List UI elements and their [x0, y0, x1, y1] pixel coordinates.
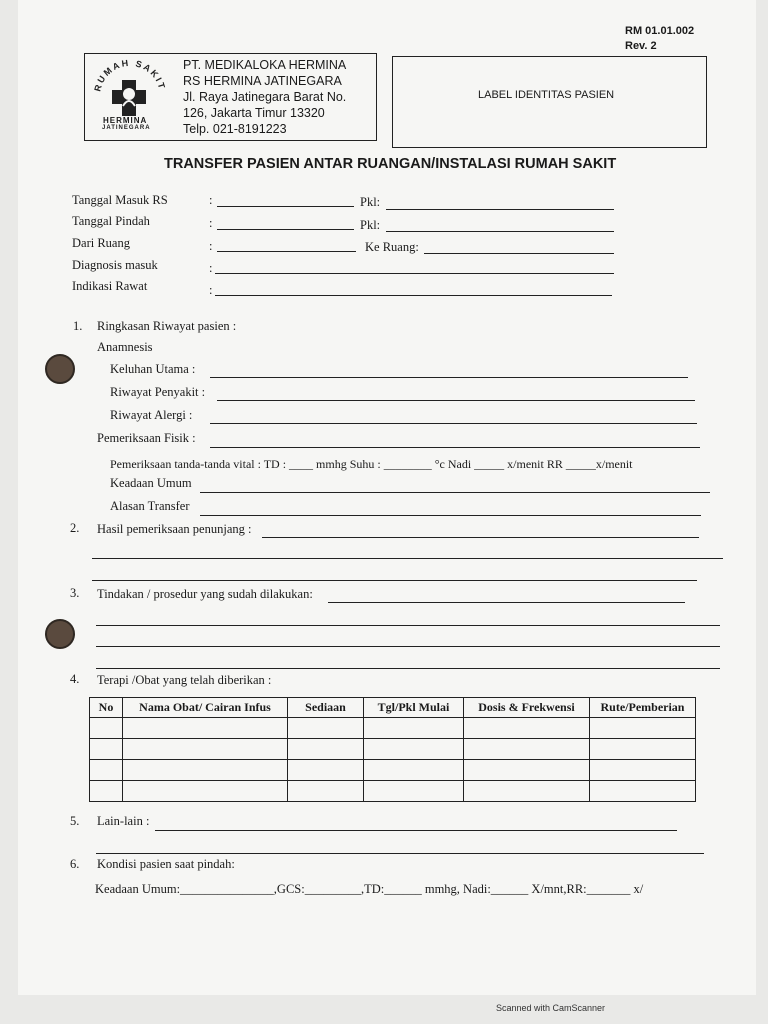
field-tindakan-1[interactable] — [328, 602, 685, 603]
label-keluhan-utama: Keluhan Utama : — [110, 362, 196, 376]
table-cell[interactable] — [464, 760, 590, 781]
patient-label-text: LABEL IDENTITAS PASIEN — [478, 89, 615, 101]
table-cell[interactable] — [364, 781, 464, 802]
section-1-title: Ringkasan Riwayat pasien : — [97, 319, 237, 333]
table-row — [90, 739, 696, 760]
field-pemeriksaan-fisik[interactable] — [210, 447, 700, 448]
colon: : — [209, 216, 213, 230]
section-1-number: 1. — [73, 319, 83, 333]
table-cell[interactable] — [288, 739, 364, 760]
document-code: RM 01.01.002 — [625, 25, 695, 37]
kondisi-pindah-detail: Keadaan Umum:_______________,GCS:_________,TD:______ mmhg, Nadi:______ X/mnt,RR:_______ x/ — [95, 882, 644, 896]
col-header: No — [90, 698, 123, 718]
cross-icon — [112, 80, 146, 116]
page-title: TRANSFER PASIEN ANTAR RUANGAN/INSTALASI RUMAH SAKIT — [164, 156, 617, 172]
table-row — [90, 781, 696, 802]
field-riwayat-penyakit[interactable] — [217, 400, 695, 401]
table-cell[interactable] — [123, 760, 288, 781]
field-lain-lain-2[interactable] — [96, 853, 704, 854]
hospital-address-1: Jl. Raya Jatinegara Barat No. — [183, 90, 347, 104]
section-3-title: Tindakan / prosedur yang sudah dilakukan: — [97, 587, 313, 601]
section-6-number: 6. — [70, 857, 80, 871]
label-tanggal-masuk: Tanggal Masuk RS — [72, 193, 168, 207]
field-keadaan-umum[interactable] — [200, 492, 710, 493]
label-tanda-vital: Pemeriksaan tanda-tanda vital : TD : ____ mmhg Suhu : ________ °c Nadi _____ x/menit RR _____x/menit — [110, 457, 633, 471]
logo-name: HERMINA — [103, 116, 148, 125]
document-revision: Rev. 2 — [625, 40, 657, 52]
label-anamnesis: Anamnesis — [97, 340, 153, 354]
table-cell[interactable] — [464, 718, 590, 739]
table-cell[interactable] — [288, 760, 364, 781]
punch-hole-bottom — [45, 619, 75, 649]
table-cell[interactable] — [123, 739, 288, 760]
label-dari-ruang: Dari Ruang — [72, 236, 130, 250]
table-cell[interactable] — [123, 781, 288, 802]
hospital-address-2: 126, Jakarta Timur 13320 — [183, 106, 325, 120]
field-tanggal-masuk[interactable] — [217, 206, 354, 207]
label-riwayat-penyakit: Riwayat Penyakit : — [110, 385, 206, 399]
label-pkl-pindah: Pkl: — [360, 218, 381, 232]
table-cell[interactable] — [590, 760, 696, 781]
table-cell[interactable] — [90, 760, 123, 781]
label-ke-ruang: Ke Ruang: — [365, 240, 419, 254]
label-tanggal-pindah: Tanggal Pindah — [72, 214, 150, 228]
field-keluhan-utama[interactable] — [210, 377, 688, 378]
label-alasan-transfer: Alasan Transfer — [110, 499, 190, 513]
table-cell[interactable] — [288, 781, 364, 802]
scanner-watermark: Scanned with CamScanner — [496, 1003, 606, 1013]
table-row — [90, 760, 696, 781]
label-keadaan-umum: Keadaan Umum — [110, 476, 192, 490]
section-2-number: 2. — [70, 521, 80, 535]
field-dari-ruang[interactable] — [217, 251, 356, 252]
field-diagnosis-masuk[interactable] — [215, 273, 614, 274]
table-cell[interactable] — [364, 718, 464, 739]
patient-label-box — [392, 56, 707, 148]
colon: : — [209, 239, 213, 253]
field-tindakan-4[interactable] — [96, 668, 720, 669]
table-cell[interactable] — [123, 718, 288, 739]
field-ke-ruang[interactable] — [424, 253, 614, 254]
label-riwayat-alergi: Riwayat Alergi : — [110, 408, 193, 422]
field-pkl-masuk[interactable] — [386, 209, 614, 210]
hospital-name: RS HERMINA JATINEGARA — [183, 74, 342, 88]
colon: : — [209, 193, 213, 207]
field-indikasi-rawat[interactable] — [215, 295, 612, 296]
table-cell[interactable] — [590, 781, 696, 802]
form-paper — [18, 0, 756, 995]
section-2-title: Hasil pemeriksaan penunjang : — [97, 522, 252, 536]
medication-table — [89, 697, 696, 802]
section-4-title: Terapi /Obat yang telah diberikan : — [97, 673, 272, 687]
label-pemeriksaan-fisik: Pemeriksaan Fisik : — [97, 431, 196, 445]
table-cell[interactable] — [364, 760, 464, 781]
section-5-title: Lain-lain : — [97, 814, 150, 828]
label-diagnosis-masuk: Diagnosis masuk — [72, 258, 158, 272]
field-lain-lain-1[interactable] — [155, 830, 677, 831]
field-tanggal-pindah[interactable] — [217, 229, 354, 230]
table-row — [90, 718, 696, 739]
field-riwayat-alergi[interactable] — [210, 423, 697, 424]
field-penunjang-1[interactable] — [262, 537, 699, 538]
col-header: Sediaan — [288, 698, 364, 718]
table-cell[interactable] — [590, 718, 696, 739]
section-6-title: Kondisi pasien saat pindah: — [97, 857, 235, 871]
table-cell[interactable] — [90, 739, 123, 760]
section-5-number: 5. — [70, 814, 80, 828]
field-alasan-transfer[interactable] — [200, 515, 701, 516]
section-4-number: 4. — [70, 672, 80, 686]
table-cell[interactable] — [90, 781, 123, 802]
punch-hole-top — [45, 354, 75, 384]
field-penunjang-3[interactable] — [92, 580, 697, 581]
table-cell[interactable] — [464, 739, 590, 760]
logo-sub: JATINEGARA — [102, 125, 151, 131]
field-penunjang-2[interactable] — [92, 558, 723, 559]
table-cell[interactable] — [464, 781, 590, 802]
col-header: Tgl/Pkl Mulai — [364, 698, 464, 718]
section-3-number: 3. — [70, 586, 80, 600]
medication-table-header — [90, 698, 696, 718]
table-cell[interactable] — [90, 718, 123, 739]
table-cell[interactable] — [288, 718, 364, 739]
label-pkl-masuk: Pkl: — [360, 195, 381, 209]
field-pkl-pindah[interactable] — [386, 231, 614, 232]
col-header: Nama Obat/ Cairan Infus — [123, 698, 288, 718]
field-tindakan-2[interactable] — [96, 625, 720, 626]
col-header: Dosis & Frekwensi — [464, 698, 590, 718]
col-header: Rute/Pemberian — [590, 698, 696, 718]
logo-ring-text: RUMAH SAKIT — [92, 57, 168, 93]
hospital-company: PT. MEDIKALOKA HERMINA — [183, 58, 347, 72]
colon: : — [209, 283, 213, 297]
label-indikasi-rawat: Indikasi Rawat — [72, 279, 148, 293]
table-cell[interactable] — [590, 739, 696, 760]
field-tindakan-3[interactable] — [96, 646, 720, 647]
table-cell[interactable] — [364, 739, 464, 760]
colon: : — [209, 261, 213, 275]
hospital-phone: Telp. 021-8191223 — [183, 122, 287, 136]
